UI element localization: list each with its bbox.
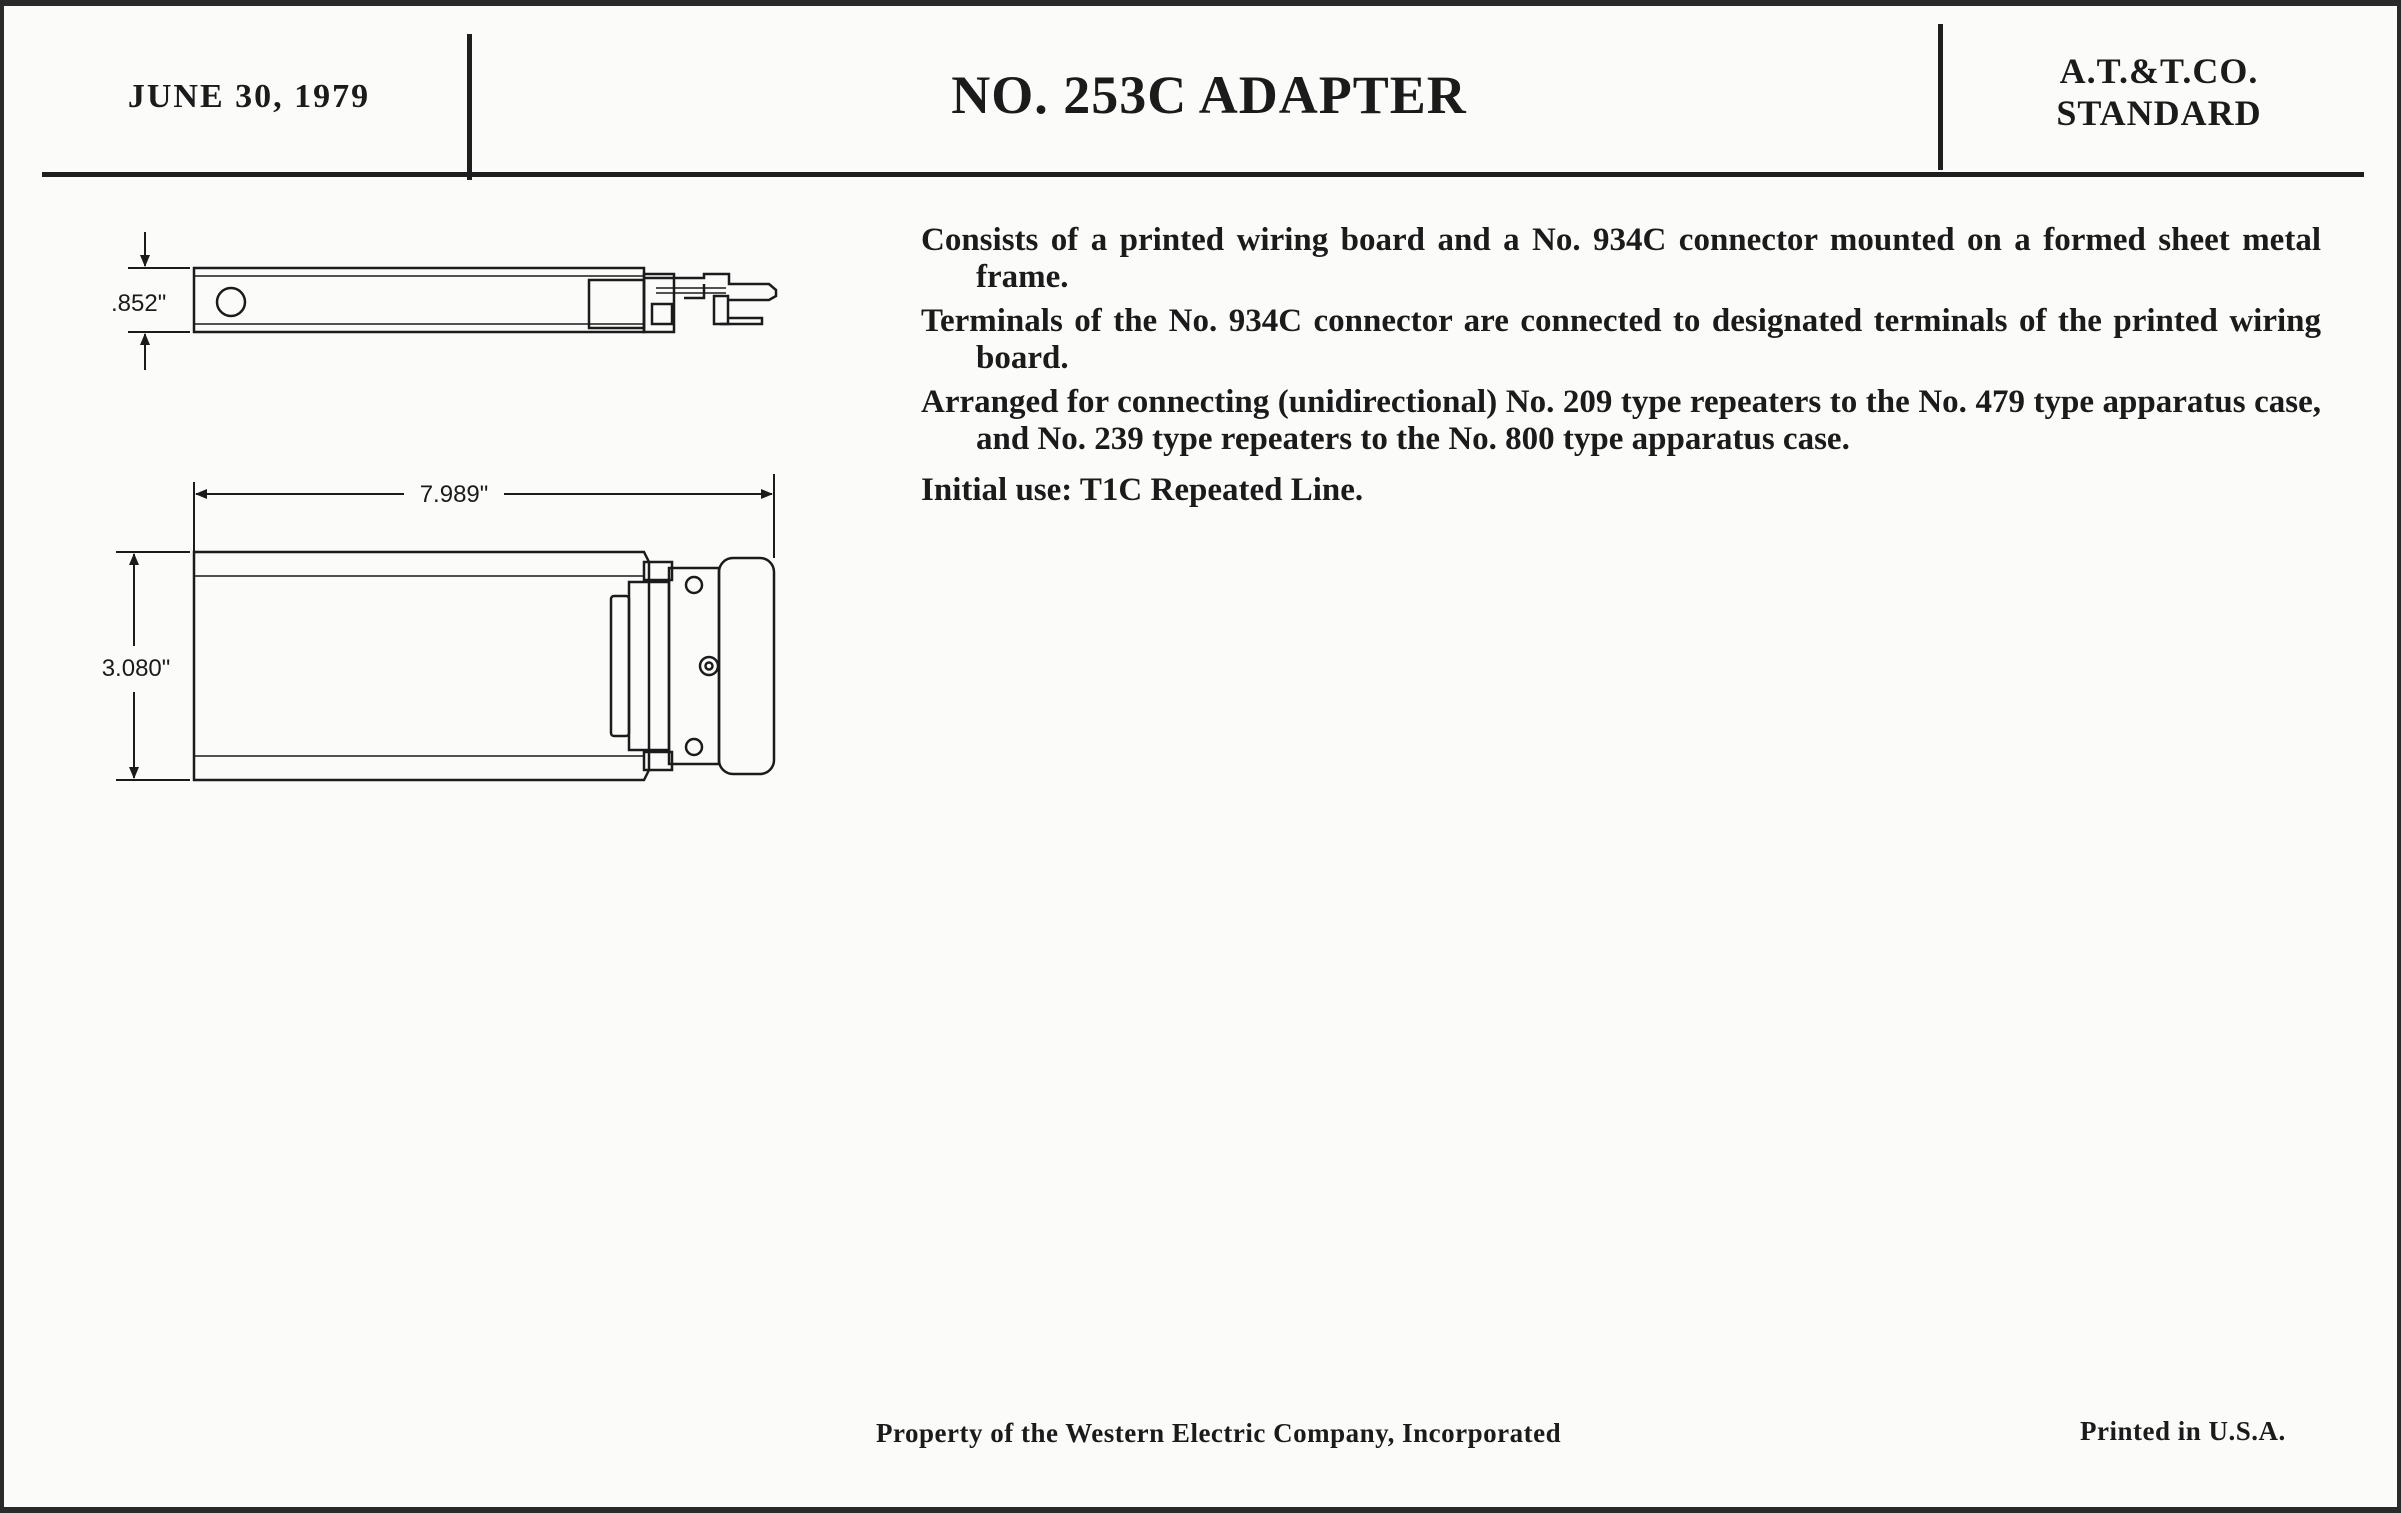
initial-use: Initial use: T1C Repeated Line. bbox=[921, 472, 1364, 508]
side-connector-body bbox=[589, 280, 644, 328]
width-dim-label: 3.080" bbox=[101, 655, 171, 682]
standard-label bbox=[1954, 50, 2364, 134]
side-view bbox=[194, 268, 776, 332]
issue-date: JUNE 30, 1979 bbox=[127, 78, 371, 115]
adapter-drawing bbox=[4, 6, 804, 806]
top-view bbox=[194, 552, 774, 780]
page-title: NO. 253C ADAPTER bbox=[951, 65, 1467, 125]
top-frame bbox=[194, 552, 649, 780]
description-para-1: Consists of a printed wiring board and a No. 934C connector mounted on a formed sheet metal frame. bbox=[921, 222, 2321, 295]
header-divider-right bbox=[1938, 24, 1943, 170]
printed-notice: Printed in U.S.A. bbox=[2080, 1416, 2286, 1446]
mounting-hole bbox=[217, 288, 245, 316]
property-notice: Property of the Western Electric Company, Incorporated bbox=[876, 1418, 1562, 1448]
standard-line-1: A.T.&T.CO. bbox=[2059, 51, 2259, 91]
standard-line-2: STANDARD bbox=[2056, 93, 2262, 133]
description-para-2: Terminals of the No. 934C connector are connected to designated terminals of the printed wiring board. bbox=[921, 303, 2321, 376]
length-dim-label: 7.989" bbox=[419, 481, 489, 508]
height-dim-label: .852" bbox=[111, 290, 167, 317]
description bbox=[921, 222, 2321, 516]
side-frame bbox=[194, 268, 644, 332]
description-para-3: Arranged for connecting (unidirectional) No. 209 type repeaters to the No. 479 type apparatus case, and No. 239 type repeaters to the No. 800 type apparatus case. bbox=[921, 384, 2321, 457]
top-connector-housing bbox=[719, 558, 774, 774]
